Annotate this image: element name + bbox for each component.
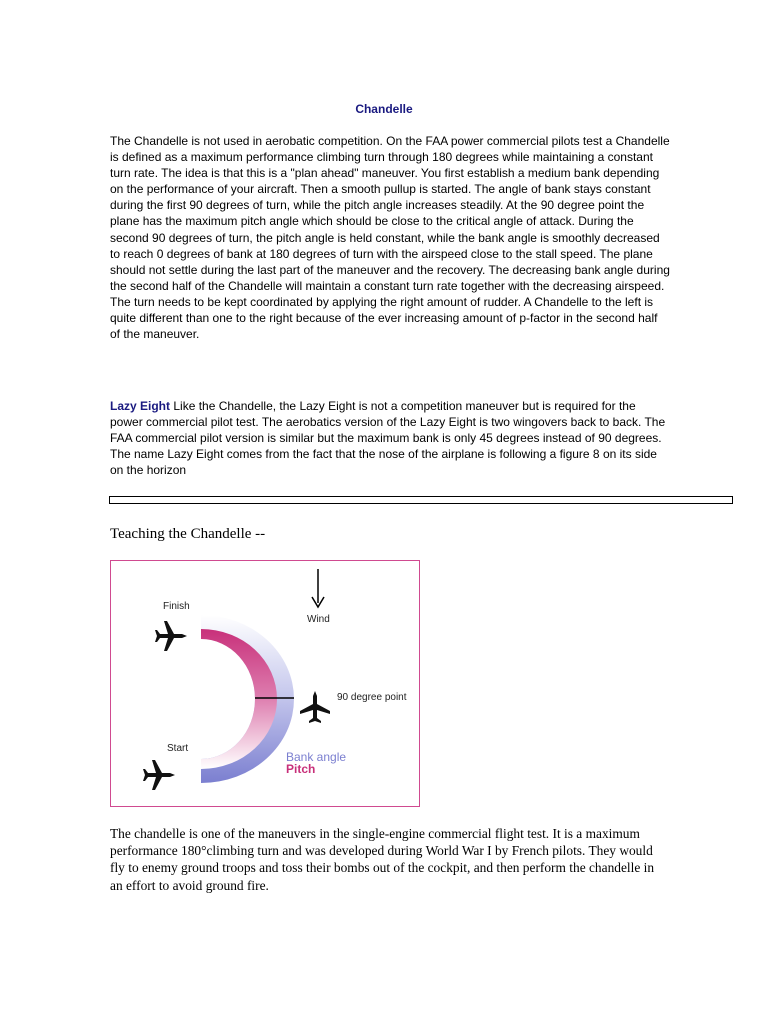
lazy-eight-paragraph	[110, 398, 670, 478]
wind-arrow-icon	[312, 569, 324, 607]
chandelle-paragraph: The Chandelle is not used in aerobatic competition. On the FAA power commercial pilots test a Chandelle is defined as a maximum performance climbing turn through 180 degrees while maintaining a constant turn rate. The idea is that this is a "plan ahead" maneuver. You first establish a medium bank depending on the performance of your aircraft. Then a smooth pullup is started. The angle of bank stays constant during the first 90 degrees of turn, while the pitch angle increases steadily. At the 90 degree point the plane has the maximum pitch angle which should be close to the critical angle of attack. During the second 90 degrees of turn, the pitch angle is held constant, while the bank angle is smoothly decreased to reach 0 degrees of bank at 180 degrees of turn with the airspeed close to the stall speed. The plane should not settle during the last part of the maneuver and the recovery. The decreasing bank angle during the second half of the Chandelle will maintain a constant turn rate together with the decreasing airspeed. The turn needs to be kept coordinated by applying the right amount of rudder. A Chandelle to the left is quite different than one to the right because of the ever increasing amount of p-factor in the second half of the maneuver.	[110, 134, 670, 342]
teaching-paragraph: The chandelle is one of the maneuvers in the single-engine commercial flight test. It is a maximum performance 180°climbing turn and was developed during World War I by French pilots. They would fly to enemy ground troops and toss their bombs out of the cockpit, and then perform the chandelle in an effort to avoid ground fire.	[110, 826, 655, 893]
lazy-eight-text: Like the Chandelle, the Lazy Eight is not a competition maneuver but is required for the power commercial pilot test. The aerobatics version of the Lazy Eight is two wingovers back to back. The FAA commercial pilot version is similar but the maximum bank is only 45 degrees instead of 90 degrees. The name Lazy Eight comes from the fact that the nose of the airplane is following a figure 8 on its side on the horizon	[110, 399, 666, 478]
lazy-eight-title: Lazy Eight	[110, 399, 171, 413]
page-title: Chandelle	[355, 102, 413, 116]
chandelle-diagram-svg	[111, 561, 420, 807]
ninety-degree-label: 90 degree point	[337, 692, 407, 703]
finish-airplane-icon	[155, 621, 187, 651]
horizontal-rule-box	[109, 496, 733, 504]
pitch-legend: Pitch	[286, 762, 316, 776]
teaching-heading: Teaching the Chandelle --	[110, 526, 266, 542]
start-label: Start	[167, 743, 189, 754]
bank-angle-legend: Bank angle	[286, 750, 347, 764]
wind-label: Wind	[307, 614, 330, 625]
start-airplane-icon	[143, 760, 175, 790]
chandelle-diagram	[110, 560, 420, 807]
finish-label: Finish	[163, 601, 190, 612]
ninety-degree-airplane-icon	[300, 691, 330, 723]
